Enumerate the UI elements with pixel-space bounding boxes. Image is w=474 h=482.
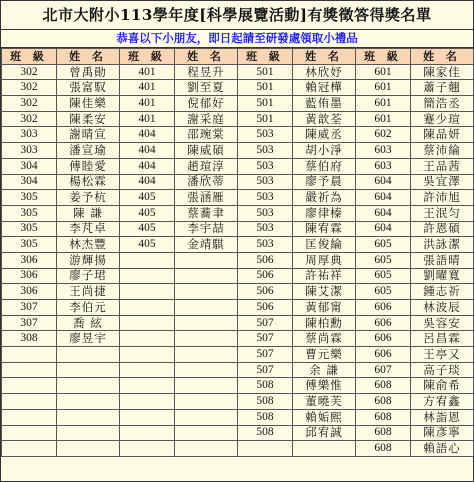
student-name-cell: 方宥鑫	[411, 394, 474, 410]
class-cell: 503	[238, 237, 293, 253]
class-cell: 506	[238, 300, 293, 316]
table-body	[2, 64, 474, 456]
class-cell: 506	[238, 252, 293, 268]
class-cell: 604	[356, 174, 411, 190]
table-header-row	[2, 49, 474, 65]
class-cell: 608	[356, 409, 411, 425]
class-cell: 507	[238, 362, 293, 378]
class-cell: 401	[120, 111, 175, 127]
class-cell	[120, 362, 175, 378]
student-name-cell: 李伯元	[57, 300, 120, 316]
student-name-cell: 匡俊綸	[293, 237, 356, 253]
class-cell	[120, 268, 175, 284]
student-name-cell: 廖予晨	[293, 174, 356, 190]
student-name-cell: 廖子珺	[57, 268, 120, 284]
class-cell	[2, 394, 57, 410]
student-name-cell	[57, 409, 120, 425]
student-name-cell: 陳家佳	[411, 64, 474, 80]
class-cell: 506	[238, 268, 293, 284]
student-name-cell	[57, 347, 120, 363]
class-cell: 604	[356, 221, 411, 237]
header-name-1: 姓 名	[57, 49, 120, 65]
class-cell: 503	[238, 205, 293, 221]
student-name-cell: 黃郁甯	[293, 300, 356, 316]
table-row	[2, 378, 474, 394]
class-cell	[120, 331, 175, 347]
class-cell	[120, 284, 175, 300]
student-name-cell: 蔡沛綸	[411, 143, 474, 159]
class-cell	[120, 425, 175, 441]
class-cell: 606	[356, 315, 411, 331]
student-name-cell: 程昱升	[175, 64, 238, 80]
student-name-cell: 呂昌霖	[411, 331, 474, 347]
student-name-cell	[175, 425, 238, 441]
student-name-cell: 黃歆荃	[293, 111, 356, 127]
class-cell: 601	[356, 96, 411, 112]
class-cell: 302	[2, 80, 57, 96]
student-name-cell: 陳 謙	[57, 205, 120, 221]
class-cell: 605	[356, 252, 411, 268]
student-name-cell: 陳俞希	[411, 378, 474, 394]
table-row	[2, 174, 474, 190]
class-cell: 305	[2, 237, 57, 253]
student-name-cell: 陳柔安	[57, 111, 120, 127]
student-name-cell	[57, 441, 120, 457]
class-cell: 608	[356, 425, 411, 441]
header-name-4: 姓 名	[411, 49, 474, 65]
header-class-1: 班 級	[2, 49, 57, 65]
student-name-cell: 周厚典	[293, 252, 356, 268]
class-cell: 602	[356, 127, 411, 143]
student-name-cell: 王亭又	[411, 347, 474, 363]
student-name-cell: 潘宣瑜	[57, 143, 120, 159]
student-name-cell	[175, 252, 238, 268]
class-cell	[120, 300, 175, 316]
class-cell: 405	[120, 237, 175, 253]
student-name-cell: 許祐祥	[293, 268, 356, 284]
class-cell: 507	[238, 331, 293, 347]
class-cell	[2, 378, 57, 394]
page-subtitle: 恭喜以下小朋友，即日起請至研發處領取小禮品	[1, 30, 473, 48]
table-row	[2, 425, 474, 441]
table-row	[2, 96, 474, 112]
student-name-cell: 趙瑄淳	[175, 158, 238, 174]
class-cell: 307	[2, 300, 57, 316]
class-cell: 304	[2, 174, 57, 190]
student-name-cell: 陳柏勳	[293, 315, 356, 331]
class-cell: 501	[238, 64, 293, 80]
student-name-cell: 吳容安	[411, 315, 474, 331]
table-row	[2, 80, 474, 96]
student-name-cell: 蔡伯府	[293, 158, 356, 174]
class-cell: 302	[2, 111, 57, 127]
student-name-cell: 吳宜澤	[411, 174, 474, 190]
class-cell: 501	[238, 80, 293, 96]
class-cell: 508	[238, 409, 293, 425]
student-name-cell	[175, 362, 238, 378]
class-cell: 601	[356, 64, 411, 80]
class-cell: 404	[120, 158, 175, 174]
header-class-4: 班 級	[356, 49, 411, 65]
student-name-cell: 高子琰	[411, 362, 474, 378]
class-cell	[120, 394, 175, 410]
student-name-cell	[175, 300, 238, 316]
table-row	[2, 441, 474, 457]
class-cell: 308	[2, 331, 57, 347]
table-row	[2, 331, 474, 347]
class-cell: 404	[120, 174, 175, 190]
student-name-cell: 洪詠潔	[411, 237, 474, 253]
table-row	[2, 205, 474, 221]
class-cell: 303	[2, 127, 57, 143]
class-cell	[120, 347, 175, 363]
student-name-cell: 林波辰	[411, 300, 474, 316]
header-class-3: 班 級	[238, 49, 293, 65]
student-name-cell: 邵琬棠	[175, 127, 238, 143]
table-row	[2, 394, 474, 410]
class-cell	[2, 441, 57, 457]
class-cell: 508	[238, 378, 293, 394]
student-name-cell: 張富馭	[57, 80, 120, 96]
student-name-cell: 蔡尚霖	[293, 331, 356, 347]
student-name-cell: 喬 絃	[57, 315, 120, 331]
student-name-cell: 余 謙	[293, 362, 356, 378]
class-cell: 606	[356, 300, 411, 316]
student-name-cell	[175, 394, 238, 410]
class-cell: 405	[120, 221, 175, 237]
class-cell: 603	[356, 158, 411, 174]
student-name-cell: 賴語心	[411, 441, 474, 457]
student-name-cell: 許沛旭	[411, 190, 474, 206]
class-cell: 604	[356, 205, 411, 221]
class-cell: 306	[2, 252, 57, 268]
student-name-cell: 邱宥誠	[293, 425, 356, 441]
student-name-cell: 李芃卓	[57, 221, 120, 237]
student-name-cell: 李宇喆	[175, 221, 238, 237]
class-cell: 404	[120, 143, 175, 159]
student-name-cell: 曾禹勛	[57, 64, 120, 80]
student-name-cell: 曹元樂	[293, 347, 356, 363]
table-row	[2, 158, 474, 174]
class-cell	[120, 409, 175, 425]
student-name-cell: 廖律榛	[293, 205, 356, 221]
header-name-2: 姓 名	[175, 49, 238, 65]
student-name-cell	[175, 331, 238, 347]
table-row	[2, 127, 474, 143]
student-name-cell: 陳佳樂	[57, 96, 120, 112]
student-name-cell: 王品茜	[411, 158, 474, 174]
class-cell: 405	[120, 205, 175, 221]
class-cell: 601	[356, 111, 411, 127]
table-row	[2, 409, 474, 425]
class-cell	[120, 315, 175, 331]
student-name-cell: 劉曜寬	[411, 268, 474, 284]
student-name-cell: 劉至夏	[175, 80, 238, 96]
class-cell: 506	[238, 284, 293, 300]
table-row	[2, 315, 474, 331]
class-cell: 404	[120, 127, 175, 143]
class-cell: 401	[120, 64, 175, 80]
table-row	[2, 252, 474, 268]
student-name-cell	[175, 378, 238, 394]
class-cell: 306	[2, 284, 57, 300]
student-name-cell: 胡小淨	[293, 143, 356, 159]
student-name-cell: 傅睦愛	[57, 158, 120, 174]
class-cell: 605	[356, 284, 411, 300]
student-name-cell: 蹇少瑄	[411, 111, 474, 127]
header-class-2: 班 級	[120, 49, 175, 65]
class-cell: 305	[2, 221, 57, 237]
class-cell	[2, 409, 57, 425]
class-cell: 507	[238, 315, 293, 331]
class-cell: 508	[238, 425, 293, 441]
table-row	[2, 268, 474, 284]
class-cell: 503	[238, 158, 293, 174]
class-cell: 302	[2, 96, 57, 112]
class-cell: 503	[238, 143, 293, 159]
class-cell: 607	[356, 362, 411, 378]
student-name-cell: 鍾志祈	[411, 284, 474, 300]
student-name-cell: 林杰豐	[57, 237, 120, 253]
class-cell: 303	[2, 143, 57, 159]
class-cell: 608	[356, 441, 411, 457]
class-cell: 608	[356, 378, 411, 394]
student-name-cell: 簡浩丞	[411, 96, 474, 112]
class-cell: 401	[120, 96, 175, 112]
student-name-cell: 廖昱宇	[57, 331, 120, 347]
student-name-cell: 林詣恩	[411, 409, 474, 425]
table-row	[2, 347, 474, 363]
student-name-cell: 陳艾潔	[293, 284, 356, 300]
class-cell: 606	[356, 347, 411, 363]
table-row	[2, 300, 474, 316]
student-name-cell: 傅樂惟	[293, 378, 356, 394]
class-cell: 305	[2, 205, 57, 221]
student-name-cell: 謝采庭	[175, 111, 238, 127]
class-cell: 608	[356, 394, 411, 410]
winners-table	[1, 48, 474, 457]
student-name-cell	[175, 441, 238, 457]
student-name-cell: 楊松霖	[57, 174, 120, 190]
student-name-cell: 許恩碩	[411, 221, 474, 237]
class-cell: 507	[238, 347, 293, 363]
student-name-cell: 林欣妤	[293, 64, 356, 80]
student-name-cell	[57, 378, 120, 394]
class-cell: 302	[2, 64, 57, 80]
student-name-cell	[175, 284, 238, 300]
class-cell	[120, 252, 175, 268]
student-name-cell: 陳彥寧	[411, 425, 474, 441]
table-row	[2, 221, 474, 237]
student-name-cell: 陳品妍	[411, 127, 474, 143]
student-name-cell	[57, 425, 120, 441]
class-cell	[2, 362, 57, 378]
student-name-cell: 倪郁好	[175, 96, 238, 112]
class-cell: 405	[120, 190, 175, 206]
student-name-cell: 蔡蕎聿	[175, 205, 238, 221]
class-cell: 503	[238, 174, 293, 190]
table-row	[2, 143, 474, 159]
class-cell: 606	[356, 331, 411, 347]
student-name-cell	[175, 268, 238, 284]
student-name-cell	[57, 394, 120, 410]
class-cell: 605	[356, 237, 411, 253]
table-row	[2, 284, 474, 300]
class-cell: 503	[238, 190, 293, 206]
student-name-cell: 嚴祈為	[293, 190, 356, 206]
student-name-cell: 謝晴宣	[57, 127, 120, 143]
class-cell: 307	[2, 315, 57, 331]
student-name-cell: 王泯匀	[411, 205, 474, 221]
class-cell: 304	[2, 158, 57, 174]
class-cell: 501	[238, 96, 293, 112]
student-name-cell: 張語晴	[411, 252, 474, 268]
class-cell: 601	[356, 80, 411, 96]
class-cell	[2, 425, 57, 441]
class-cell	[120, 378, 175, 394]
page-title: 北市大附小113學年度[科學展覽活動]有獎徵答得獎名單	[1, 1, 473, 30]
student-name-cell: 張涵雁	[175, 190, 238, 206]
header-name-3: 姓 名	[293, 49, 356, 65]
class-cell: 508	[238, 394, 293, 410]
class-cell: 401	[120, 80, 175, 96]
table-row	[2, 190, 474, 206]
class-cell: 306	[2, 268, 57, 284]
student-name-cell: 游輝揚	[57, 252, 120, 268]
class-cell: 305	[2, 190, 57, 206]
student-name-cell	[175, 315, 238, 331]
student-name-cell: 陳宥霖	[293, 221, 356, 237]
class-cell: 503	[238, 127, 293, 143]
student-name-cell: 賴冠樺	[293, 80, 356, 96]
student-name-cell	[57, 362, 120, 378]
student-name-cell	[175, 409, 238, 425]
table-row	[2, 64, 474, 80]
student-name-cell	[293, 441, 356, 457]
class-cell: 605	[356, 268, 411, 284]
class-cell	[2, 347, 57, 363]
student-name-cell	[175, 347, 238, 363]
class-cell	[238, 441, 293, 457]
student-name-cell: 藍侑墨	[293, 96, 356, 112]
student-name-cell: 金靖騏	[175, 237, 238, 253]
student-name-cell: 陳威丞	[293, 127, 356, 143]
class-cell: 603	[356, 143, 411, 159]
student-name-cell: 賴姤熙	[293, 409, 356, 425]
student-name-cell: 姜予杭	[57, 190, 120, 206]
table-row	[2, 237, 474, 253]
class-cell: 604	[356, 190, 411, 206]
student-name-cell: 蕭子翹	[411, 80, 474, 96]
student-name-cell: 王尚捷	[57, 284, 120, 300]
class-cell: 501	[238, 111, 293, 127]
table-row	[2, 111, 474, 127]
class-cell: 503	[238, 221, 293, 237]
student-name-cell: 董曉芙	[293, 394, 356, 410]
table-row	[2, 362, 474, 378]
student-name-cell: 陳威碩	[175, 143, 238, 159]
class-cell	[120, 441, 175, 457]
student-name-cell: 潘欣蒂	[175, 174, 238, 190]
